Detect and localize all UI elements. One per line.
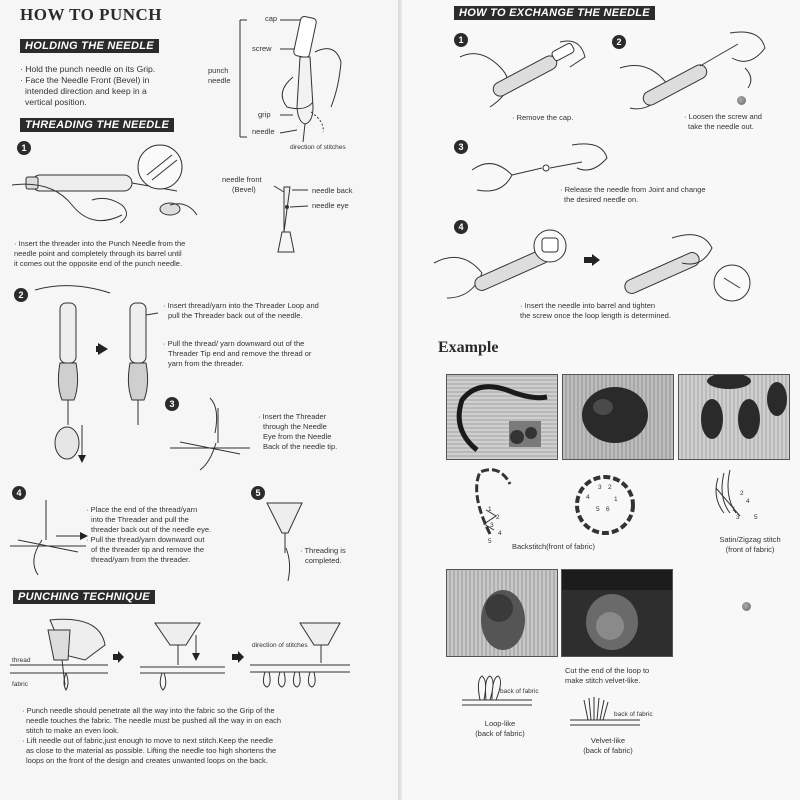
remove-cap-illustration xyxy=(460,37,590,117)
step-2-line: Threader Tip end and remove the thread or xyxy=(168,349,312,358)
step-3-line: · Insert the Threader xyxy=(258,412,327,421)
stitch-number: 4 xyxy=(498,530,502,537)
label-punch: punch xyxy=(208,66,229,75)
page-hole xyxy=(737,96,746,105)
exchange-step-4-badge: 4 xyxy=(454,220,468,234)
stitch-number: 5 xyxy=(754,514,758,521)
holding-heading: HOLDING THE NEEDLE xyxy=(20,39,159,53)
velvet-like-line: Velvet-like xyxy=(590,736,626,745)
threaded-needle-illustration xyxy=(262,503,312,583)
step-3-line: through the Needle xyxy=(263,422,327,431)
step-4-badge: 4 xyxy=(12,486,26,500)
velvet-like-line: (back of fabric) xyxy=(583,746,633,755)
threader-pull-illustration xyxy=(30,285,170,465)
punching-heading: PUNCHING TECHNIQUE xyxy=(13,590,155,604)
loosen-screw-illustration xyxy=(620,28,770,108)
needle-tip-diagram xyxy=(260,182,320,262)
punching-illustration xyxy=(10,615,370,695)
step-5-line: · Threading is xyxy=(300,546,346,555)
step-2-text-a xyxy=(163,301,383,321)
exchange-step-4-line: · Insert the needle into barrel and tighten xyxy=(520,301,656,310)
punching-line: stitch to make an even look. xyxy=(26,726,119,735)
exchange-step-1-badge: 1 xyxy=(454,33,468,47)
stitch-number: 6 xyxy=(606,506,610,513)
exchange-step-3-line: the desired needle on. xyxy=(564,195,639,204)
threading-heading: THREADING THE NEEDLE xyxy=(20,118,174,132)
step-5-badge: 5 xyxy=(251,486,265,500)
satin-label-line: Satin/Zigzag stitch xyxy=(719,535,781,544)
threader-needle-eye-illustration xyxy=(8,500,88,580)
cut-loop-line: make stitch velvet-like. xyxy=(565,676,641,685)
stitch-number: 3 xyxy=(598,484,602,491)
satin-photo-1 xyxy=(562,374,674,460)
label-bevel: (Bevel) xyxy=(232,185,256,194)
stitch-number: 5 xyxy=(596,506,600,513)
label-needle-front: needle front xyxy=(222,175,262,184)
satin-label xyxy=(700,535,800,555)
satin-numbers xyxy=(732,490,758,522)
satin-label-line: (front of fabric) xyxy=(725,545,775,554)
needle-eye-illustration xyxy=(170,398,260,478)
label-needle-back: needle back xyxy=(312,186,353,195)
step-4-line: into the Threader and pull the xyxy=(91,515,189,524)
stitch-number: 1 xyxy=(488,506,492,513)
step-1-line: it comes out the opposite end of the punch needle. xyxy=(14,259,183,268)
exchange-step-4-text xyxy=(520,301,800,321)
label-needle-tip: needle xyxy=(252,127,275,136)
stitch-number: 5 xyxy=(488,538,492,545)
backstitch-label: Backstitch(front of fabric) xyxy=(512,542,595,551)
velvet-like-label xyxy=(568,736,648,756)
exchange-step-3-badge: 3 xyxy=(454,140,468,154)
satin-photo-1-art xyxy=(563,375,673,459)
loop-like-photo xyxy=(446,569,558,657)
backstitch-numbers xyxy=(488,506,502,546)
label-cap: cap xyxy=(265,14,278,23)
stitch-number: 2 xyxy=(740,490,744,497)
velvet-like-photo-art xyxy=(562,570,672,656)
label-fabric: fabric xyxy=(12,681,28,688)
stitch-number: 3 xyxy=(490,522,494,529)
satin-photo-2-art xyxy=(679,375,789,459)
exchange-step-3-line: · Release the needle from Joint and change xyxy=(560,185,706,194)
label-screw: screw xyxy=(252,44,272,53)
holding-text xyxy=(20,64,220,108)
loop-like-line: (back of fabric) xyxy=(475,729,525,738)
stitch-number: 2 xyxy=(496,514,500,521)
exchange-step-2-text xyxy=(684,112,799,132)
step-1-line: · Insert the threader into the Punch Needle from the xyxy=(14,239,186,248)
label-direction: direction of stitches xyxy=(290,144,346,151)
punching-line: as close to the material as possible. Lifting the needle too high shortens the xyxy=(26,746,277,755)
step-1-text xyxy=(14,239,254,269)
punching-line: needle touches the fabric. The needle must be pushed all the way in on each xyxy=(26,716,282,725)
holding-line: vertical position. xyxy=(25,97,87,107)
punching-line: · Lift needle out of fabric,just enough to move to next stitch.Keep the needle xyxy=(22,736,273,745)
step-4-line: · Pull the thread/yarn downward out xyxy=(86,535,205,544)
step-3-line: Back of the needle tip. xyxy=(263,442,338,451)
step-2-line: pull the Threader back out of the needle. xyxy=(168,311,303,320)
step-2-line: · Insert thread/yarn into the Threader Loop and xyxy=(163,301,319,310)
step-2-text-b xyxy=(163,339,383,369)
stitch-number: 1 xyxy=(732,506,736,513)
label-needle-eye: needle eye xyxy=(312,201,349,210)
cut-loop-text xyxy=(565,666,685,686)
step-2-badge: 2 xyxy=(14,288,28,302)
stitch-number: 2 xyxy=(608,484,612,491)
step-4-line: · Place the end of the thread/yarn xyxy=(86,505,198,514)
stitch-number: 4 xyxy=(746,498,750,505)
step-2-line: yarn from the threader. xyxy=(168,359,244,368)
loop-like-label xyxy=(460,719,540,739)
step-4-line: threader back out of the needle eye. xyxy=(91,525,212,534)
step-4-line: of the threader tip and remove the xyxy=(91,545,204,554)
right-page xyxy=(402,0,800,800)
back-of-fabric-label-2: back of fabric xyxy=(614,711,653,718)
step-1-line: needle point and completely through its barrel until xyxy=(14,249,182,258)
left-page xyxy=(0,0,398,800)
holding-line: · Face the Needle Front (Bevel) in xyxy=(20,75,150,85)
punching-line: · Punch needle should penetrate all the way into the fabric so the Grip of the xyxy=(22,706,275,715)
page-title: HOW TO PUNCH xyxy=(20,5,163,24)
exchange-heading: HOW TO EXCHANGE THE NEEDLE xyxy=(454,6,655,20)
backstitch-photo xyxy=(446,374,558,460)
step-1-badge: 1 xyxy=(17,141,31,155)
step-4-text xyxy=(86,505,256,565)
stitch-number: 4 xyxy=(586,494,590,501)
velvet-like-photo xyxy=(561,569,673,657)
page-hole xyxy=(742,602,751,611)
satin-photo-2 xyxy=(678,374,790,460)
exchange-step-3-text xyxy=(560,185,790,205)
holding-line: intended direction and keep in a xyxy=(25,86,147,96)
step-3-badge: 3 xyxy=(165,397,179,411)
stitch-number: 1 xyxy=(614,496,618,503)
loop-like-line: Loop-like xyxy=(484,719,516,728)
cut-loop-line: Cut the end of the loop to xyxy=(565,666,650,675)
exchange-step-2-line: take the needle out. xyxy=(688,122,754,131)
label-grip: grip xyxy=(258,110,271,119)
backstitch-photo-art xyxy=(447,375,557,459)
step-5-text xyxy=(300,546,390,566)
holding-line: · Hold the punch needle on its Grip. xyxy=(20,64,156,74)
stitch-number: 3 xyxy=(736,514,740,521)
label-thread: thread xyxy=(12,657,31,664)
label-needle: needle xyxy=(208,76,231,85)
threader-insert-illustration xyxy=(12,145,212,235)
exchange-step-2-line: · Loosen the screw and xyxy=(684,112,762,121)
step-4-line: thread/yarn from the threader. xyxy=(91,555,191,564)
label-direction-stitches: direction of stitches xyxy=(252,642,308,649)
exchange-step-1-text: · Remove the cap. xyxy=(512,113,574,122)
circle-stitch-diagram xyxy=(570,470,640,540)
loop-like-photo-art xyxy=(447,570,557,656)
step-2-line: · Pull the thread/ yarn downward out of the xyxy=(163,339,305,348)
exchange-step-2-badge: 2 xyxy=(612,35,626,49)
insert-needle-illustration xyxy=(432,218,752,308)
step-3-text xyxy=(258,412,378,452)
example-title: Example xyxy=(438,339,499,356)
punching-text xyxy=(22,706,382,766)
step-3-line: Eye from the Needle xyxy=(263,432,332,441)
exchange-step-4-line: the screw once the loop length is determined. xyxy=(520,311,671,320)
punching-line: loops on the front of the design and creates unwanted loops on the back. xyxy=(26,756,268,765)
step-5-line: completed. xyxy=(305,556,342,565)
back-of-fabric-label-1: back of fabric xyxy=(500,688,539,695)
